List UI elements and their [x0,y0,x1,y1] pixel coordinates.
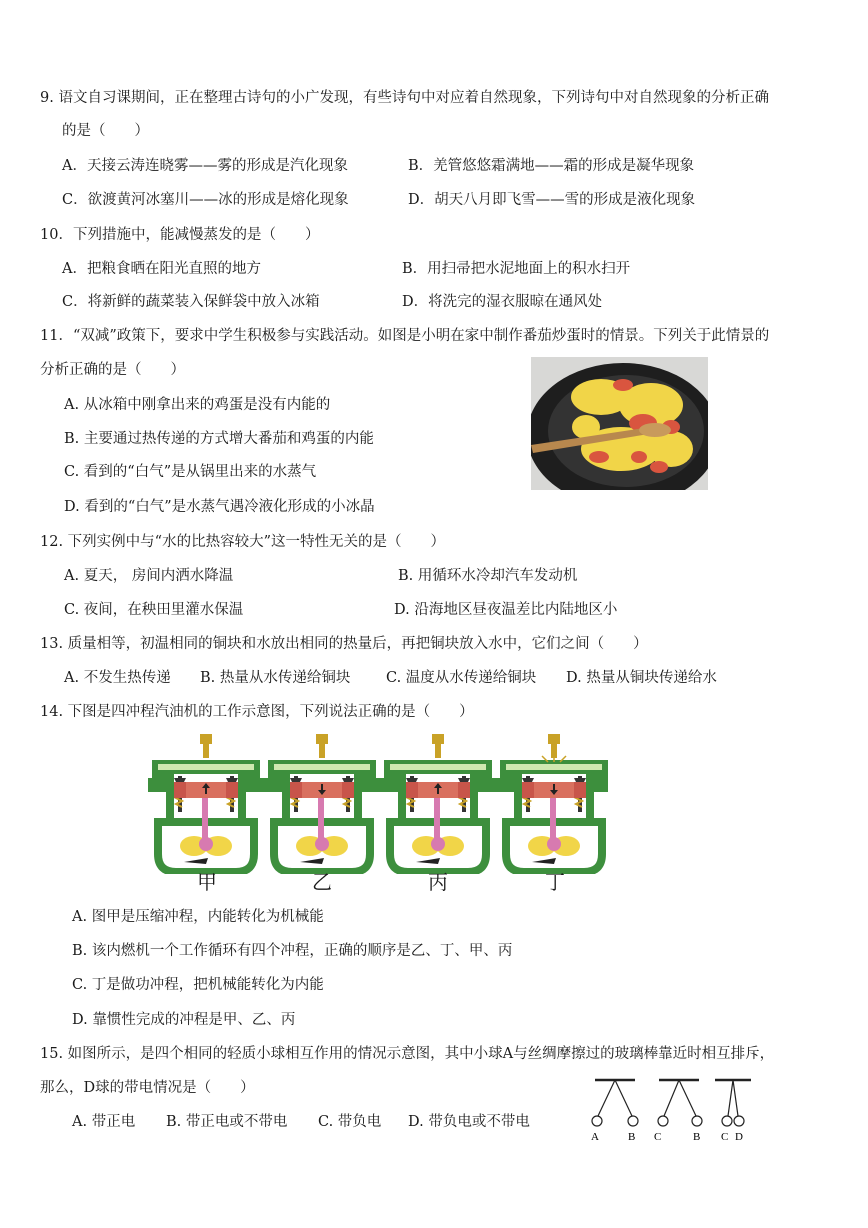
question-14-option-c[interactable]: C. 丁是做功冲程，把机械能转化为内能 [72,977,324,993]
engine-label-yi: 乙 [312,870,332,894]
ball-label-d: D [735,1131,743,1143]
engine-label-bing: 丙 [428,870,448,894]
cooking-photo [531,357,708,490]
question-15-option-c[interactable]: C. 带负电 [318,1114,382,1130]
question-12-option-a[interactable]: A. 夏天， 房间内洒水降温 [64,568,234,584]
question-12-option-d[interactable]: D. 沿海地区昼夜温差比内陆地区小 [394,602,618,618]
question-13-option-c[interactable]: C. 温度从水传递给铜块 [386,670,537,686]
question-14-stem: 14. 下图是四冲程汽油机的工作示意图，下列说法正确的是（ ） [40,704,474,720]
question-11-option-c[interactable]: C. 看到的“白气”是从锅里出来的水蒸气 [64,464,317,480]
hanging-balls-diagram [585,1076,760,1146]
question-13-option-a[interactable]: A. 不发生热传递 [64,670,171,686]
question-10-option-c[interactable]: C．将新鲜的蔬菜装入保鲜袋中放入冰箱 [62,294,320,310]
question-15-option-b[interactable]: B. 带正电或不带电 [166,1114,288,1130]
engine-diagram [148,734,608,874]
question-9-option-d[interactable]: D．胡天八月即飞雪——雪的形成是液化现象 [408,192,696,208]
ball-label-a: A [591,1131,599,1143]
engine-label-ding: 丁 [545,870,565,894]
question-10-stem: 10．下列措施中，能减慢蒸发的是（ ） [40,227,320,243]
ball-label-b2: B [693,1131,701,1143]
question-15-stem-cont: 那么，D球的带电情况是（ ） [40,1080,255,1096]
ball-label-b1: B [628,1131,636,1143]
ball-label-c2: C [721,1131,729,1143]
question-15-option-a[interactable]: A. 带正电 [72,1114,136,1130]
question-12-stem: 12. 下列实例中与“水的比热容较大”这一特性无关的是（ ） [40,534,445,550]
question-14-option-d[interactable]: D. 靠惯性完成的冲程是甲、乙、丙 [72,1012,296,1028]
question-13-option-d[interactable]: D. 热量从铜块传递给水 [566,670,717,686]
ball-label-c1: C [654,1131,662,1143]
question-9-option-b[interactable]: B．羌管悠悠霜满地——霜的形成是凝华现象 [408,158,695,174]
question-14-option-a[interactable]: A. 图甲是压缩冲程，内能转化为机械能 [72,909,324,925]
question-9-option-a[interactable]: A．天接云涛连晓雾——雾的形成是汽化现象 [62,158,348,174]
question-14-option-b[interactable]: B. 该内燃机一个工作循环有四个冲程，正确的顺序是乙、丁、甲、丙 [72,943,513,959]
question-10-option-a[interactable]: A．把粮食晒在阳光直照的地方 [62,261,261,277]
question-10-option-b[interactable]: B．用扫帚把水泥地面上的积水扫开 [402,261,631,277]
question-15-option-d[interactable]: D. 带负电或不带电 [408,1114,530,1130]
question-9-stem-cont: 的是（ ） [62,123,149,139]
question-9-option-c[interactable]: C．欲渡黄河冰塞川——冰的形成是熔化现象 [62,192,349,208]
question-10-option-d[interactable]: D．将洗完的湿衣服晾在通风处 [402,294,603,310]
question-15-stem: 15. 如图所示，是四个相同的轻质小球相互作用的情况示意图，其中小球A与丝绸摩擦过的玻璃棒靠近时相互排斥， [40,1046,775,1062]
question-13-option-b[interactable]: B. 热量从水传递给铜块 [200,670,351,686]
question-12-option-c[interactable]: C. 夜间，在秧田里灌水保温 [64,602,244,618]
question-9-stem: 9. 语文自习课期间，正在整理古诗句的小广发现，有些诗句中对应着自然现象，下列诗句中对自然现象的分析正确 [40,90,769,106]
question-11-option-a[interactable]: A. 从冰箱中刚拿出来的鸡蛋是没有内能的 [64,397,331,413]
question-13-stem: 13. 质量相等，初温相同的铜块和水放出相同的热量后，再把铜块放入水中，它们之间（ ） [40,636,648,652]
question-12-option-b[interactable]: B. 用循环水冷却汽车发动机 [398,568,578,584]
engine-label-jia: 甲 [197,870,217,894]
question-11-option-d[interactable]: D. 看到的“白气”是水蒸气遇冷液化形成的小冰晶 [64,499,375,515]
question-11-option-b[interactable]: B. 主要通过热传递的方式增大番茄和鸡蛋的内能 [64,431,374,447]
question-11-stem: 11．“双减”政策下，要求中学生积极参与实践活动。如图是小明在家中制作番茄炒蛋时的情景。下列关于此情景的 [40,328,770,344]
question-11-stem-cont: 分析正确的是（ ） [40,362,185,378]
